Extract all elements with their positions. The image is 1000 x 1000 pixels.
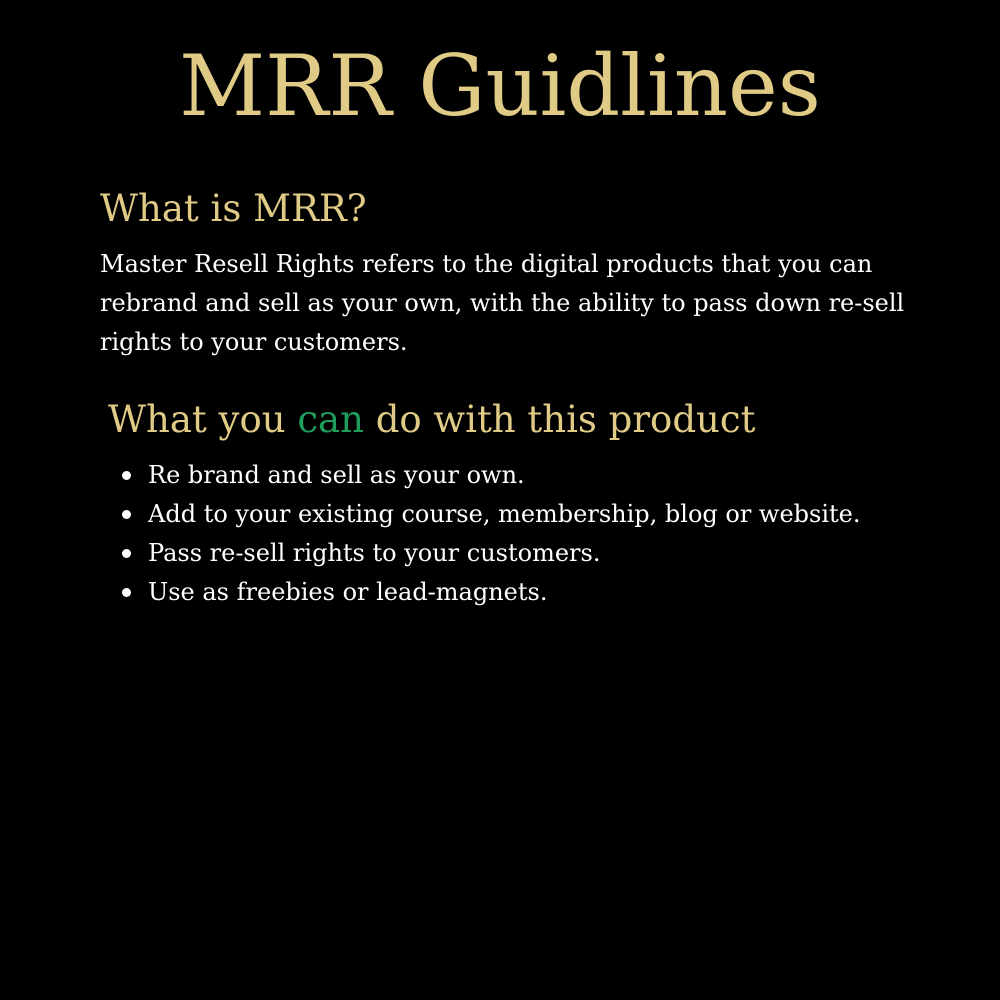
bullet-icon <box>122 549 131 558</box>
mrr-description: Master Resell Rights refers to the digital products that you can rebrand and sell as your own, with the ability to pass down re-sell rights to your customers. <box>100 250 905 356</box>
bullet-icon <box>122 471 131 480</box>
page-title: MRR Guidlines <box>179 37 821 135</box>
bullet-icon <box>122 588 131 597</box>
can-do-heading-start: What you <box>108 398 298 441</box>
can-do-list <box>118 456 978 612</box>
list-item <box>118 495 978 534</box>
can-do-heading <box>108 396 755 444</box>
list-item-text: Use as freebies or lead-magnets. <box>148 578 548 606</box>
bullet-icon <box>122 510 131 519</box>
list-item-text: Add to your existing course, membership, blog or website. <box>148 500 861 528</box>
list-item-text: Re brand and sell as your own. <box>148 461 525 489</box>
what-is-mrr-heading: What is MRR? <box>100 187 367 230</box>
list-item <box>118 573 978 612</box>
can-do-heading-end: do with this product <box>363 398 756 441</box>
can-do-heading-accent: can <box>297 398 364 441</box>
list-item <box>118 456 978 495</box>
list-item-text: Pass re-sell rights to your customers. <box>148 539 601 567</box>
list-item <box>118 534 978 573</box>
